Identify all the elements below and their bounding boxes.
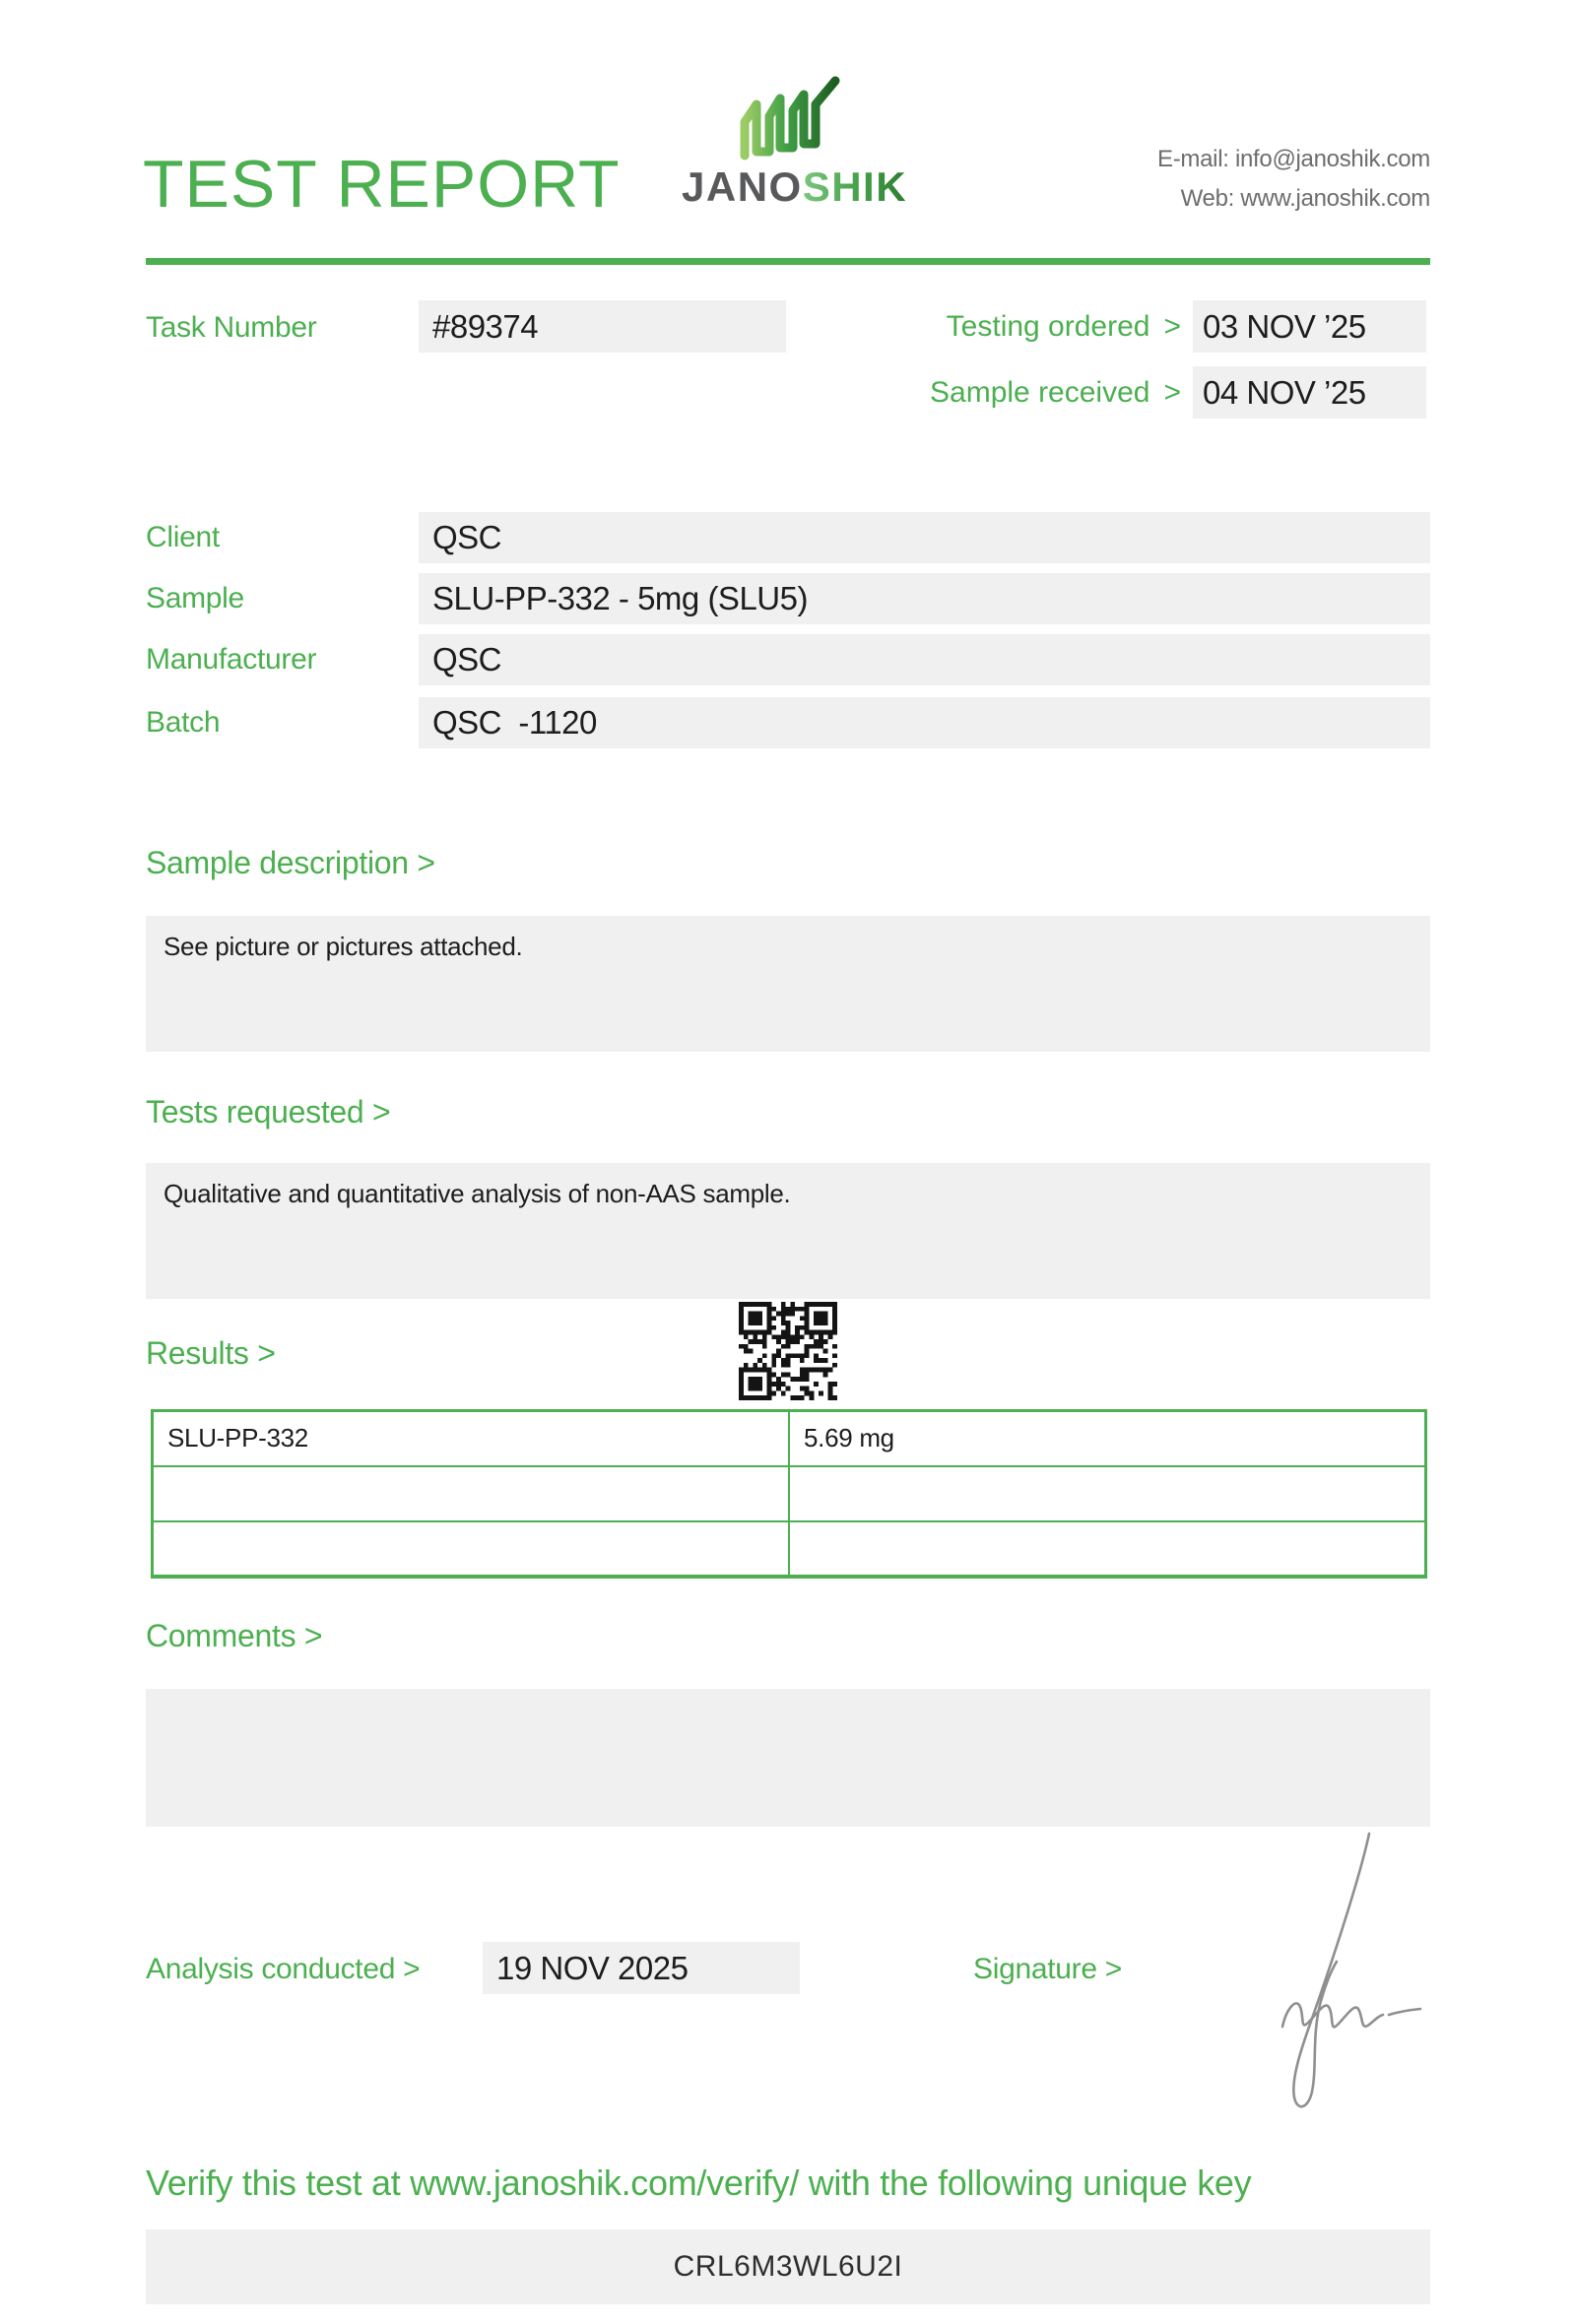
qr-code	[739, 1302, 837, 1400]
sample-received-label: Sample received	[930, 375, 1150, 409]
comments-box	[146, 1689, 1430, 1827]
result-value-cell: 5.69 mg	[789, 1411, 1426, 1466]
table-row	[153, 1521, 1426, 1577]
comments-heading: Comments >	[146, 1618, 323, 1653]
result-value-cell	[789, 1521, 1426, 1577]
contact-block	[1157, 140, 1430, 219]
testing-ordered-label: Testing ordered	[946, 309, 1150, 343]
task-number-value-box	[419, 300, 786, 353]
verify-instruction: Verify this test at www.janoshik.com/verify/ with the following unique key	[146, 2163, 1252, 2203]
sample-received-value: 04 NOV ’25	[1203, 373, 1366, 411]
wordmark-shik: SHIK	[802, 163, 908, 210]
task-number-value: #89374	[432, 307, 539, 345]
sample-value: SLU-PP-332 - 5mg (SLU5)	[432, 580, 808, 616]
tests-requested-text: Qualitative and quantitative analysis of non-AAS sample.	[164, 1179, 791, 1208]
testing-ordered-arrow: >	[1163, 309, 1181, 343]
signature-image	[1243, 1820, 1440, 2125]
batch-value: QSC -1120	[432, 704, 597, 741]
analysis-conducted-label: Analysis conducted >	[146, 1953, 421, 1985]
sample-description-box	[146, 916, 1430, 1052]
sample-received-value-box	[1193, 366, 1426, 419]
table-row	[153, 1411, 1426, 1466]
client-label: Client	[146, 521, 220, 553]
sample-description-text: See picture or pictures attached.	[164, 932, 523, 961]
table-row	[153, 1466, 1426, 1521]
results-table	[151, 1409, 1427, 1579]
unique-key-box	[146, 2229, 1430, 2304]
sample-description-heading: Sample description >	[146, 845, 435, 880]
contact-email: E-mail: info@janoshik.com	[1157, 146, 1430, 172]
testing-ordered-value-box	[1193, 300, 1426, 353]
wordmark-jano: JANO	[682, 163, 803, 210]
janoshik-chart-logo-icon	[737, 75, 845, 161]
sample-received-arrow: >	[1163, 375, 1181, 409]
client-value-box	[419, 512, 1430, 563]
signature-label: Signature >	[973, 1953, 1122, 1985]
client-value: QSC	[432, 519, 502, 555]
batch-label: Batch	[146, 706, 221, 739]
header-divider	[146, 258, 1430, 265]
result-name-cell	[153, 1521, 790, 1577]
sample-label: Sample	[146, 582, 244, 614]
testing-ordered-row	[886, 300, 1426, 353]
tests-requested-box	[146, 1163, 1430, 1299]
manufacturer-value: QSC	[432, 641, 502, 678]
analysis-date-value: 19 NOV 2025	[496, 1949, 689, 1986]
result-value-cell	[789, 1466, 1426, 1521]
sample-value-box	[419, 573, 1430, 624]
analysis-date-box	[483, 1942, 800, 1994]
contact-web: Web: www.janoshik.com	[1180, 185, 1430, 212]
results-heading: Results >	[146, 1335, 276, 1371]
testing-ordered-value: 03 NOV ’25	[1203, 307, 1366, 345]
sample-received-row	[886, 366, 1426, 419]
tests-requested-heading: Tests requested >	[146, 1094, 391, 1130]
result-name-cell	[153, 1466, 790, 1521]
unique-key-value: CRL6M3WL6U2I	[673, 2250, 903, 2283]
batch-value-box	[419, 697, 1430, 748]
task-number-label: Task Number	[146, 311, 317, 344]
page-title: TEST REPORT	[143, 147, 621, 222]
manufacturer-label: Manufacturer	[146, 643, 317, 676]
janoshik-wordmark	[682, 163, 907, 211]
result-name-cell: SLU-PP-332	[153, 1411, 790, 1466]
manufacturer-value-box	[419, 634, 1430, 685]
